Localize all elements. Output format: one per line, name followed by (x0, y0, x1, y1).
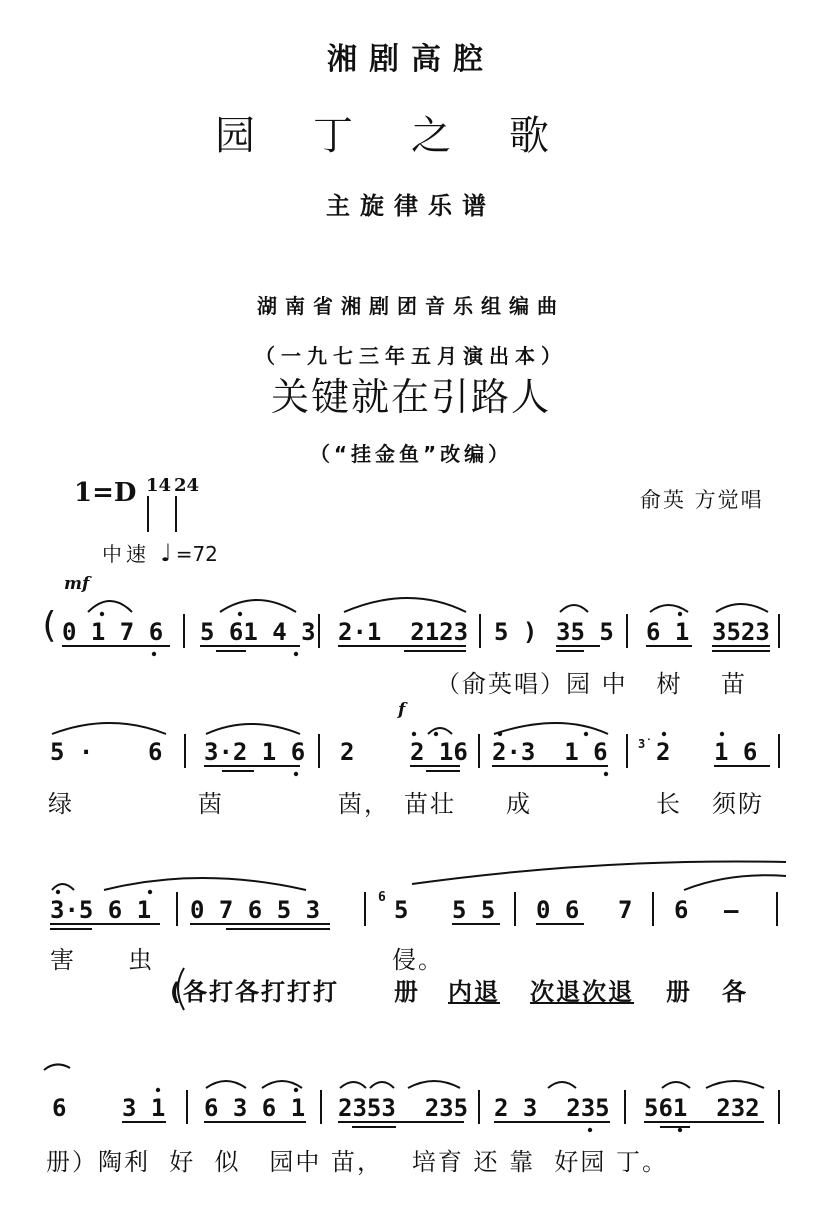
beam (556, 646, 600, 651)
measure-note: 2·3 1 6 (492, 738, 608, 766)
barline (626, 614, 628, 648)
barline (776, 892, 778, 926)
tie (684, 875, 786, 890)
tie (412, 861, 786, 884)
tempo-marking: 中速 ♩=72 (102, 539, 218, 567)
beam (644, 1122, 764, 1127)
slur (340, 1082, 366, 1088)
slur (716, 604, 768, 612)
measure-note: 35 5 (556, 618, 614, 646)
percussion-lyric: 册 (666, 978, 692, 1006)
lyric: 长 (656, 790, 682, 818)
adaptation-note: （“挂金鱼”改编） (309, 442, 513, 466)
measure-note: 7 (618, 896, 633, 924)
slur (52, 884, 74, 890)
slur (220, 600, 296, 612)
slur (370, 1082, 394, 1088)
work-title: 园丁之歌 (215, 113, 607, 159)
performance-version: （一九七三年五月演出本） (255, 344, 567, 368)
measure-note: 6 3 6 1 (204, 1094, 306, 1122)
sustain-dash: — (724, 896, 739, 924)
measure-note: 3·5 6 1 (50, 896, 152, 924)
lyric: 侵。 (392, 946, 444, 974)
slur (548, 1082, 576, 1088)
slur (206, 1081, 246, 1088)
barline (176, 892, 178, 926)
open-paren: ( (38, 605, 60, 646)
barline (478, 734, 480, 768)
measure-note: 2353 235 (338, 1094, 469, 1122)
beam (190, 924, 330, 929)
lyric: 绿 (48, 790, 74, 818)
song-title: 关键就在引路人 (270, 375, 551, 419)
barline (778, 1090, 780, 1124)
beam (338, 646, 466, 651)
barline (624, 1090, 626, 1124)
lyric: 虫 (128, 946, 154, 974)
barline (478, 1090, 480, 1124)
barline (514, 892, 516, 926)
slur (344, 598, 466, 612)
arranger-credit: 湖南省湘剧团音乐组编曲 (257, 294, 565, 318)
grace-note: 3̇ (638, 737, 646, 751)
barline (184, 734, 186, 768)
measure-note: 6 (52, 1094, 67, 1122)
slur (408, 1081, 460, 1088)
measure-note: 5 5 (452, 896, 496, 924)
barline (318, 614, 320, 648)
beam (204, 766, 300, 771)
dynamic-f: f (398, 700, 406, 720)
measure-note: 0 1 7 6 (62, 618, 164, 646)
slur (52, 723, 166, 734)
lyric-line: 册）陶利 好 似 园中 苗， 培育 还 靠 好园 丁。 (46, 1148, 669, 1176)
measure-note: 3523 (712, 618, 770, 646)
percussion-lyric: 次退次退 (530, 978, 634, 1006)
lyric: 须防 (712, 790, 764, 818)
beam (200, 646, 300, 651)
barline (479, 614, 481, 648)
percussion-lyric: 册 (394, 978, 420, 1006)
tie (44, 1064, 70, 1070)
slur (494, 723, 608, 734)
measure-note: 3·2 1 6 (204, 738, 306, 766)
beam (646, 646, 770, 651)
lyric: 茵 (198, 790, 224, 818)
slur (560, 605, 588, 612)
beam (50, 924, 160, 929)
slur (706, 1081, 764, 1088)
measure-note: 5 61 4 3 (200, 618, 316, 646)
beam (338, 1122, 464, 1127)
lyric-line: （俞英唱）园 中 树 苗 (436, 670, 748, 698)
measure-note: 2 (656, 738, 671, 766)
barline (778, 734, 780, 768)
measure-note: 0 7 6 5 3 (190, 896, 321, 924)
measure-note: 5 · (50, 738, 94, 766)
lyric: 茵， (338, 790, 390, 818)
measure-note: 6 (674, 896, 689, 924)
slur (88, 601, 132, 612)
barline (183, 614, 185, 648)
beam (410, 766, 460, 771)
key-signature: 1=D (74, 478, 137, 508)
slur (262, 1081, 302, 1088)
measure-note: 0 6 (536, 896, 580, 924)
lyric: 害 (50, 946, 76, 974)
barline (320, 1090, 322, 1124)
barline (364, 892, 366, 926)
barline (318, 734, 320, 768)
work-subtitle: 主旋律乐谱 (326, 192, 496, 220)
barline (626, 734, 628, 768)
barline (186, 1090, 188, 1124)
measure-note: 6 (148, 738, 163, 766)
percussion-lyric: 内退 (448, 978, 500, 1006)
measure-note: 2 16 (410, 738, 468, 766)
grace-note: 6 (378, 890, 386, 905)
lyric: 苗壮 (404, 790, 456, 818)
lyric: 成 (506, 790, 532, 818)
slur (650, 605, 688, 612)
time-signature-1: 1 4 (146, 476, 164, 496)
genre-title: 湘剧高腔 (327, 42, 495, 77)
measure-note: 2·1 2123 (338, 618, 469, 646)
singer-credit: 俞英 方觉唱 (640, 488, 764, 512)
measure-note: 6 1 (646, 618, 690, 646)
time-signature-2: 2 4 (174, 476, 192, 496)
slur (662, 1082, 690, 1088)
measure-note: 5 ) (494, 618, 538, 646)
measure-note: 2 3 235 (494, 1094, 610, 1122)
measure-note: 3 1 (122, 1094, 166, 1122)
slur (206, 724, 300, 734)
percussion-lyric: (各打各打打打 (170, 978, 339, 1006)
quarter-note-icon: ♩ (160, 539, 176, 567)
slur (428, 728, 452, 734)
dynamic-mf: mf (64, 574, 90, 594)
measure-note: 1 6 (714, 738, 758, 766)
measure-note: 2 (340, 738, 355, 766)
percussion-lyric: 各 (722, 978, 748, 1006)
barline (778, 614, 780, 648)
measure-note: 561 232 (644, 1094, 760, 1122)
barline (652, 892, 654, 926)
measure-note: 5 (394, 896, 409, 924)
slur (104, 878, 306, 890)
